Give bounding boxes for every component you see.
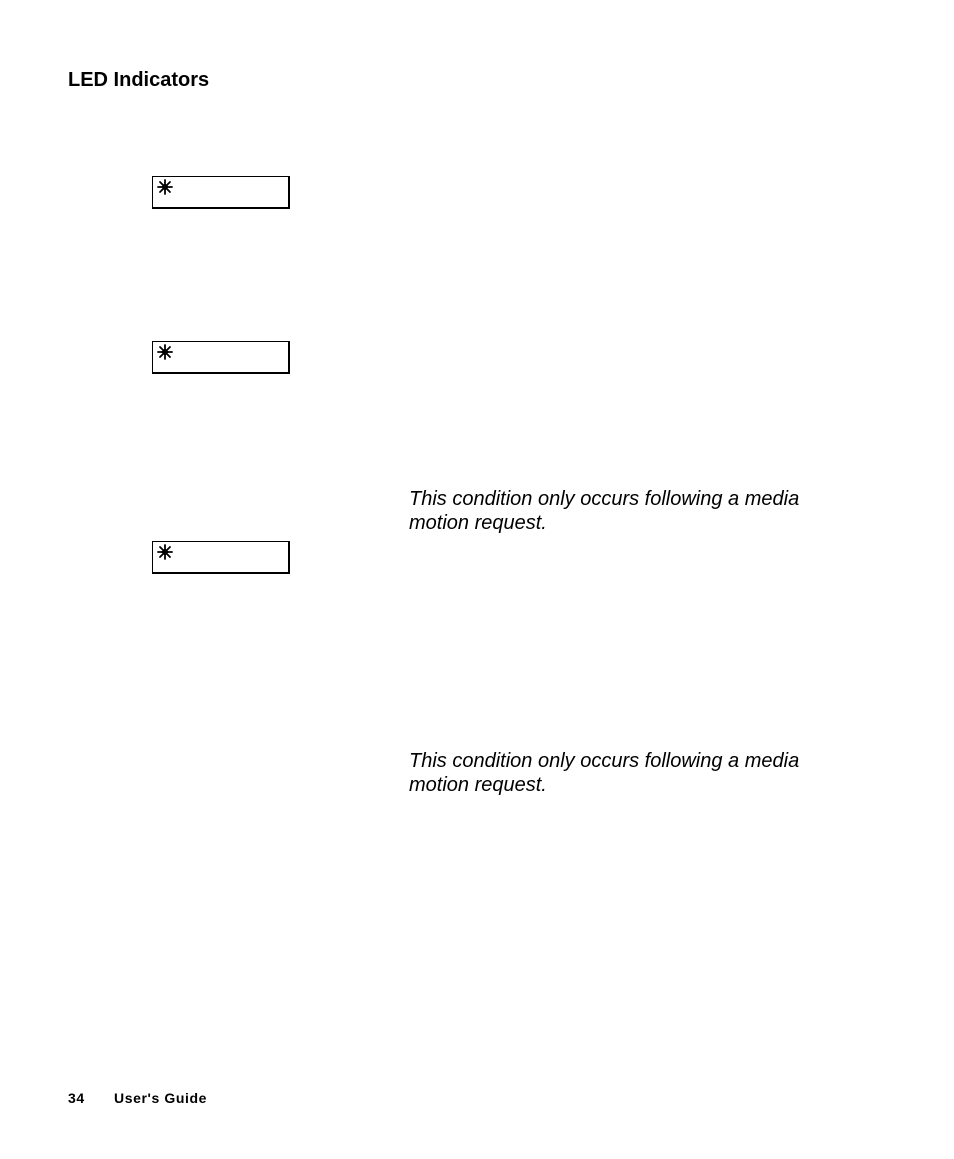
section-heading: LED Indicators: [68, 69, 210, 91]
page-number: 34: [68, 1090, 85, 1106]
page-footer: [68, 1089, 207, 1107]
led-indicator-box: [152, 176, 290, 209]
starburst-icon: [157, 179, 173, 195]
led-indicator-box: [152, 541, 290, 574]
led-indicator-box: [152, 341, 290, 374]
condition-note: This condition only occurs following a media motion request.: [409, 488, 800, 534]
starburst-icon: [157, 544, 173, 560]
starburst-icon: [157, 344, 173, 360]
condition-note: This condition only occurs following a media motion request.: [409, 750, 800, 796]
document-title: User's Guide: [114, 1090, 208, 1106]
